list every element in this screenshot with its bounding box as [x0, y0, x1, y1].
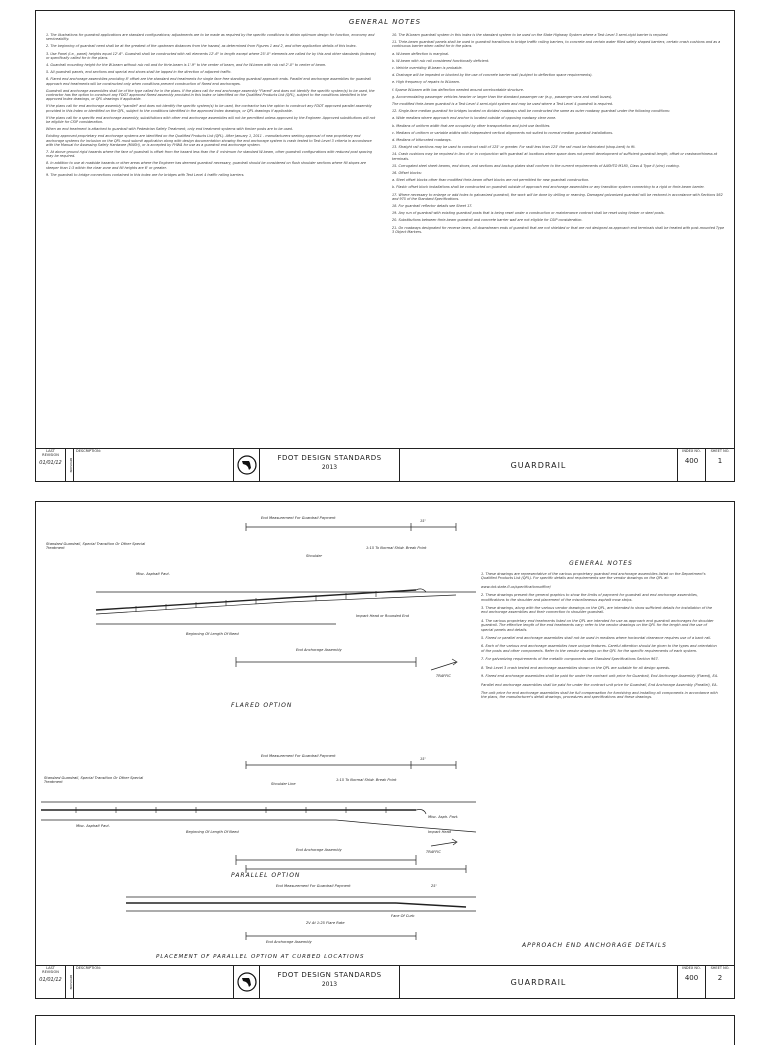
label-beginning-length-mid: Beginning Of Length Of Need — [186, 830, 239, 834]
drawing-title-cell — [400, 449, 678, 481]
revision-date-2: 01/01/12 — [39, 977, 62, 983]
sheet-2-notes-title: GENERAL NOTES — [569, 560, 633, 567]
index-number-2: 400 — [684, 974, 699, 982]
label-misc-asphalt: Misc. Asphalt Pavt. — [136, 572, 170, 576]
label-impact-head-top: Impact Head or Rounded End — [356, 614, 409, 618]
drawing-title: GUARDRAIL — [510, 460, 567, 470]
note-item: 2. The beginning of guardrail need shall be at the greatest of the upstream distances from the hazard, as determined from Figures 1 and 2, and other application details of this Index. — [46, 44, 357, 49]
fdot-logo-icon — [237, 455, 257, 475]
last-label-2: LAST — [46, 966, 55, 970]
note-item: 7. For galvanizing requirements of the metallic components see Standard Specifications Section 967. — [481, 657, 659, 662]
note-item: Existing approved proprietary end anchorage systems are identified on the Qualified Products List (QPL). After January 1, 2011 - manufacturers seeking approval of new proprietary end anchorage systems for inclusion on the QPL must submit application along with design documentation showing the end anchorage system is crash tested to Test Level 3 criteria in accordance with the Manual for Assessing Safety Hardware (MASH), or is accepted by FHWA for use as a guardrail end anchorage system. — [46, 134, 372, 147]
description-label-2: DESCRIPTION: — [76, 966, 101, 970]
note-item: 10. The W-beam guardrail system in this index is the standard system to be used on the State Highway System where a Test Level 3 semi-rigid barrier is required. — [392, 33, 669, 37]
note-item: 1. The illustrations for guardrail applications are standard configurations; adjustments are to be made as required by the specific conditions to attain optimum design for function, economy and serviceability. — [46, 33, 375, 42]
label-dim-bot: 25' — [431, 884, 437, 888]
note-item: 7. At above ground rigid hazards where the face of guardrail is offset from the hazard less than the 4' minimum for standard W-beam, other guardrail configurations with reduced post spacing may be required. — [46, 150, 372, 159]
note-item: a. W-beam deflection is marginal. — [392, 51, 450, 56]
label-std-guardrail-top: Standard Guardrail, Special Transition Or Other Special Treatment — [46, 542, 146, 550]
last-label: LAST — [46, 449, 55, 453]
label-face-of-curb: Face Of Curb — [391, 914, 415, 918]
index-label: INDEX NO. — [682, 449, 701, 453]
label-impact-head-mid: Impact Head — [428, 830, 451, 834]
revision-column: REVISION — [66, 449, 74, 481]
note-item: 3. Use Panel (i.e., panel) heights equal 12'-6". Guardrail shall be constructed with rail elements 12'-6" in length except where 25'-0" elements are called for by this and other standards (indexes) or specifically called for in the plans. — [46, 51, 376, 60]
caption-parallel-option: PARALLEL OPTION — [231, 872, 301, 879]
sheet-cell — [706, 449, 734, 481]
note-item: www.dot.state.fl.us/specificationsoffice/ — [481, 584, 551, 589]
sheet-number-2: 2 — [717, 974, 723, 982]
revision-label-2: REVISION — [42, 970, 59, 974]
label-misc-asphalt-right: Misc. Asph. Pavt. — [428, 815, 459, 819]
description-cell-2 — [74, 966, 234, 998]
label-shoulder: Shoulder — [306, 554, 323, 558]
label-end-anchorage-bot: End Anchorage Assembly — [266, 940, 312, 944]
note-item: 1. These drawings are representative of the various proprietary guardrail end anchorage assemblies listed on the Department's Qualified Products List (QPL). For specific details and requirements see the vendor drawings on the QPL at: — [481, 572, 706, 581]
sheet-1-title: GENERAL NOTES — [348, 18, 422, 26]
label-traffic: TRAFFIC — [436, 674, 451, 678]
label-normal-shoulder-break-mid: 1:15 To Normal Shldr. Break Point — [336, 778, 397, 782]
agency-name-2: FDOT DESIGN STANDARDS — [277, 971, 382, 979]
note-item: If the plans call for end anchorage assembly "parallel" and does not identify the specific system(s) to be used, the contractor has the option to construct any FDOT approved parallel assembly provided in this Index or identified on the QPL, subject to the conditions identified in the approved Index drawings, or QPL drawings if applicable. — [46, 104, 372, 113]
fdot-logo-cell-2 — [234, 966, 260, 998]
standards-year-2: 2013 — [321, 981, 338, 988]
label-dim-top: 15' — [420, 519, 426, 523]
note-item: Guardrail and anchorage assemblies shall be of the type called for in the plans. If the plans call for end anchorage assembly "Flared" and does not identify the specific system(s) to be used, the contractor has the option to construct any FDOT approved flared assembly provided in this Index or identified on the Qualified Products List (QPL), subject to the conditions identified in the approved Index drawings, or QPL drawings if applicable. — [46, 88, 375, 102]
note-item: b. Plastic offset block installations shall be constructed on guardrail outside of approach end anchorage assemblies or any transition system connecting to a rigid or thrie-beam barrier. — [392, 185, 705, 190]
last-revision-cell — [36, 449, 66, 481]
sheet-2-notes-column — [481, 572, 719, 704]
note-item: 2. These drawings present the general graphics to show the limits of payment for guardrail and end anchorage assemblies, modifications to the shoulder and placement of the miscellaneous asphalt mow strips. — [481, 593, 698, 602]
note-item: 8. Test Level 3 crash tested end anchorage assemblies shown on the QPL are suitable for all design speeds. — [481, 665, 671, 670]
note-item: If the plans call for a specific end anchorage assembly, substitutions with other end anchorage assemblies will not be permitted unless approved by the Engineer. Approved substitutions will not be eligible for CSIP consideration. — [46, 115, 376, 125]
note-item: The unit price for end anchorage assemblies shall be full compensation for furnishing and installing all components in accordance with the plans, the manufacturer's detail drawings, procedures and specifications and these drawings. — [481, 690, 718, 700]
agency-cell-2 — [260, 966, 400, 998]
description-label: DESCRIPTION: — [76, 449, 101, 453]
revision-label: REVISION — [42, 453, 59, 457]
sheet-cell-2 — [706, 966, 734, 998]
label-normal-shoulder-break: 1:15 To Normal Shldr. Break Point — [366, 546, 427, 550]
note-item: 3. These drawings, along with the various vendor drawings on the QPL, are intended to show sufficient details for installation of the end anchorage assemblies and their connection to shoulder guardrail. — [481, 606, 712, 615]
note-item: The modified thrie-beam guardrail is a Test Level 4 semi-rigid system and may be used where a Test Level 4 guardrail is required. — [392, 102, 614, 107]
title-block — [36, 448, 734, 481]
drawing-title-cell-2 — [400, 966, 678, 998]
note-item: 20. Substitutions between thrie-beam guardrail and concrete barrier wall are not eligible for CSIP consideration. — [392, 218, 583, 223]
note-item: 21. On roadways designated for reverse lanes, all downstream ends of guardrail that are not shielded or that are not designed as approach end terminals shall be treated with post-mounted Type 3 Object Markers. — [392, 225, 725, 234]
note-item: 14. Crash cushions may be required in lieu of or in conjunction with guardrail at locations where space does not permit development of sufficient guardrail length, offset or crashworthiness at terminals. — [392, 152, 718, 161]
drawing-title-2: GUARDRAIL — [510, 977, 567, 987]
sheet-1-general-notes — [35, 10, 735, 482]
note-item: When an end treatment is attached to guardrail with Pedestrian Safety Treatment, only end treatment systems with timber posts are to be used. — [46, 127, 293, 132]
note-item: 6. Each of the various end anchorage assemblies have unique features. Careful attention should be given to the types and orientation of the posts and other components. Refer to the vendor drawings on the QPL for the specific requirements of each system. — [481, 644, 717, 653]
note-item: a. Steel offset blocks other than modified thrie-beam offset blocks are not permitted for new guardrail construction. — [392, 178, 590, 183]
sheet-label-2: SHEET NO. — [710, 966, 730, 970]
note-item: f. Sparse W-beam with low deflection needed around unrelocatable structure. — [392, 87, 524, 92]
label-end-anchorage: End Anchorage Assembly — [296, 648, 342, 652]
standards-year: 2013 — [321, 464, 338, 471]
title-block-2 — [36, 965, 734, 998]
note-item: d. Drainage will be impeded or blocked by the use of concrete barrier wall (subject to deflection space requirements). — [392, 73, 593, 78]
fdot-logo-icon — [237, 972, 257, 992]
note-item: 11. Thrie-beam guardrail panels shall be used in guardrail transitions to bridge traffic railing barriers, to concrete and certain water filled safety shaped barriers, certain crash cushions and as a continuous barrier when called for in the plans. — [392, 40, 721, 49]
index-number: 400 — [684, 457, 699, 465]
note-item: 9. The guardrail to bridge connections contained in this index are for bridges with Test Level 4 traffic railing barriers. — [46, 172, 245, 177]
note-item: Parallel end anchorage assemblies shall be paid for under the contract unit price for Guardrail, End Anchorage Assembly (Parallel), EA. — [481, 682, 718, 687]
note-item: 5. All guardrail panels, end sections and special end shoes shall be lapped in the direction of adjacent traffic. — [46, 70, 232, 75]
sheet-2-approach-end-anchorage — [35, 501, 735, 999]
caption-curbed-locations: PLACEMENT OF PARALLEL OPTION AT CURBED LOCATIONS — [156, 954, 365, 960]
note-item: c. Medians of uniform or variable widths with independent vertical alignments not suited to normal median guardrail installations. — [392, 130, 614, 135]
label-shoulder-line: Shoulder Line — [271, 782, 296, 786]
note-item: b. W-beam with rub rail considered functionally deficient. — [392, 58, 490, 63]
description-cell — [74, 449, 234, 481]
index-cell — [678, 449, 706, 481]
label-end-anchorage-mid: End Anchorage Assembly — [296, 848, 342, 852]
note-item: 16. Offset blocks: — [392, 171, 422, 176]
label-traffic-mid: TRAFFIC — [426, 850, 441, 854]
note-item: e. High frequency of repairs to W-beam. — [392, 80, 460, 85]
flared-rail — [286, 590, 416, 598]
sheet-2-drawing-title: APPROACH END ANCHORAGE DETAILS — [522, 942, 667, 949]
label-flare-rate: 2V At 1:25 Flare Rate — [306, 921, 345, 925]
note-item: g. Accommodating passenger vehicles heavier or larger than the standard passenger car (e.g., passenger vans and small buses). — [392, 94, 613, 99]
note-item: d. Medians of bifurcated roadways. — [392, 138, 452, 143]
note-item: 9. Flared end anchorage assemblies shall be paid for under the contract unit price for Guardrail, End Anchorage Assembly (Flared), EA. — [481, 674, 719, 679]
label-misc-asphalt-mid: Misc. Asphalt Pavt. — [76, 824, 110, 828]
label-beginning-length: Beginning Of Length Of Need — [186, 632, 239, 636]
note-item: 12. Single-face median guardrail for bridges located on divided roadways shall be constructed the same as outer roadway guardrail under the following conditions: — [392, 109, 670, 114]
revision-date: 01/01/12 — [39, 460, 62, 466]
caption-flared-option: FLARED OPTION — [231, 702, 293, 709]
sheet-3-partial — [35, 1015, 735, 1045]
sheet-number: 1 — [717, 457, 723, 465]
note-item: 8. In addition to use at roadside hazards or other areas where the Engineer has deemed guardrail necessary, guardrail should be considered on flush shoulder sections where fill slopes are steeper than 1:3 within the clear zone and fill heights are 6' or greater. — [46, 161, 367, 170]
sheet-label: SHEET NO. — [710, 449, 730, 453]
note-item: 4. Guardrail mounting height for the W-beam without rub rail and for thrie-beam is 1'-9" to the center of beam, and for W-beam with rub rail 2'-0" to center of beam. — [46, 63, 327, 68]
note-item: 13. Straight rail sections may be used to construct radii of 125' or greater. For radii less than 125' the rail must be fabricated (shop-bent) to fit. — [392, 145, 636, 150]
label-std-guardrail-mid: Standard Guardrail, Special Transition Or Other Special Treatment — [44, 776, 144, 784]
fdot-logo-cell — [234, 449, 260, 481]
label-dim-mid: 15' — [420, 757, 426, 761]
index-label-2: INDEX NO. — [682, 966, 701, 970]
agency-cell — [260, 449, 400, 481]
label-end-measurement-bot: End Measurement For Guardrail Payment — [276, 884, 351, 888]
note-item: c. Vehicle overriding W-beam is probable. — [392, 66, 463, 71]
label-end-measurement-top: End Measurement For Guardrail Payment — [261, 516, 336, 520]
index-cell-2 — [678, 966, 706, 998]
note-item: 4. The various proprietary end treatments listed on the QPL are intended for use as approach end guardrail anchorages for shoulder guardrail. The effective length of the end treatments vary; refer to the vendor drawings on the QPL for the length and the use of special panels and details. — [481, 618, 714, 632]
revision-column-2: REVISION — [66, 966, 74, 998]
note-item: b. Medians of uniform width that are occupied by other transportation and joint use facilities. — [392, 123, 551, 128]
last-revision-cell-2 — [36, 966, 66, 998]
note-item: 17. Where necessary to enlarge or add holes to galvanized guardrail, the work will be done by drilling or reaming. Damaged galvanized guardrail will be restored in accordance with Sections 562 and 975 of the Standard Specifications. — [392, 192, 723, 201]
note-item: 19. Any run of guardrail with existing guardrail posts that is being reset under a construction or maintenance contract shall be reset using timber or steel posts. — [392, 211, 665, 216]
note-item: 18. For guardrail reflector details see Sheet 17. — [392, 204, 473, 209]
note-item: 5. Flared or parallel end anchorage assemblies shall not be used in medians where horizontal clearance requires use of a back rail. — [481, 636, 712, 641]
note-item: 15. Corrugated steel sheet beams, end shoes, and sections and backup plates shall conform to the current requirements of AASHTO M180, Class A Type II (zinc) coating. — [392, 163, 680, 168]
label-end-measurement-mid: End Measurement For Guardrail Payment — [261, 754, 336, 758]
agency-name: FDOT DESIGN STANDARDS — [277, 454, 382, 462]
note-item: a. Wide medians where approach end anchor is located outside of opposing roadway clear zone. — [392, 116, 557, 121]
note-item: 6. Flared end anchorage assemblies providing 8' offset are the standard end treatments for single face free standing guardrail approach ends. Parallel end anchorage assemblies for guardrail approach end treatments will be constructed only when conditions prevent construction of flared end anchorages. — [46, 77, 371, 86]
right-notes-column — [392, 33, 726, 445]
left-notes-column — [46, 33, 376, 445]
